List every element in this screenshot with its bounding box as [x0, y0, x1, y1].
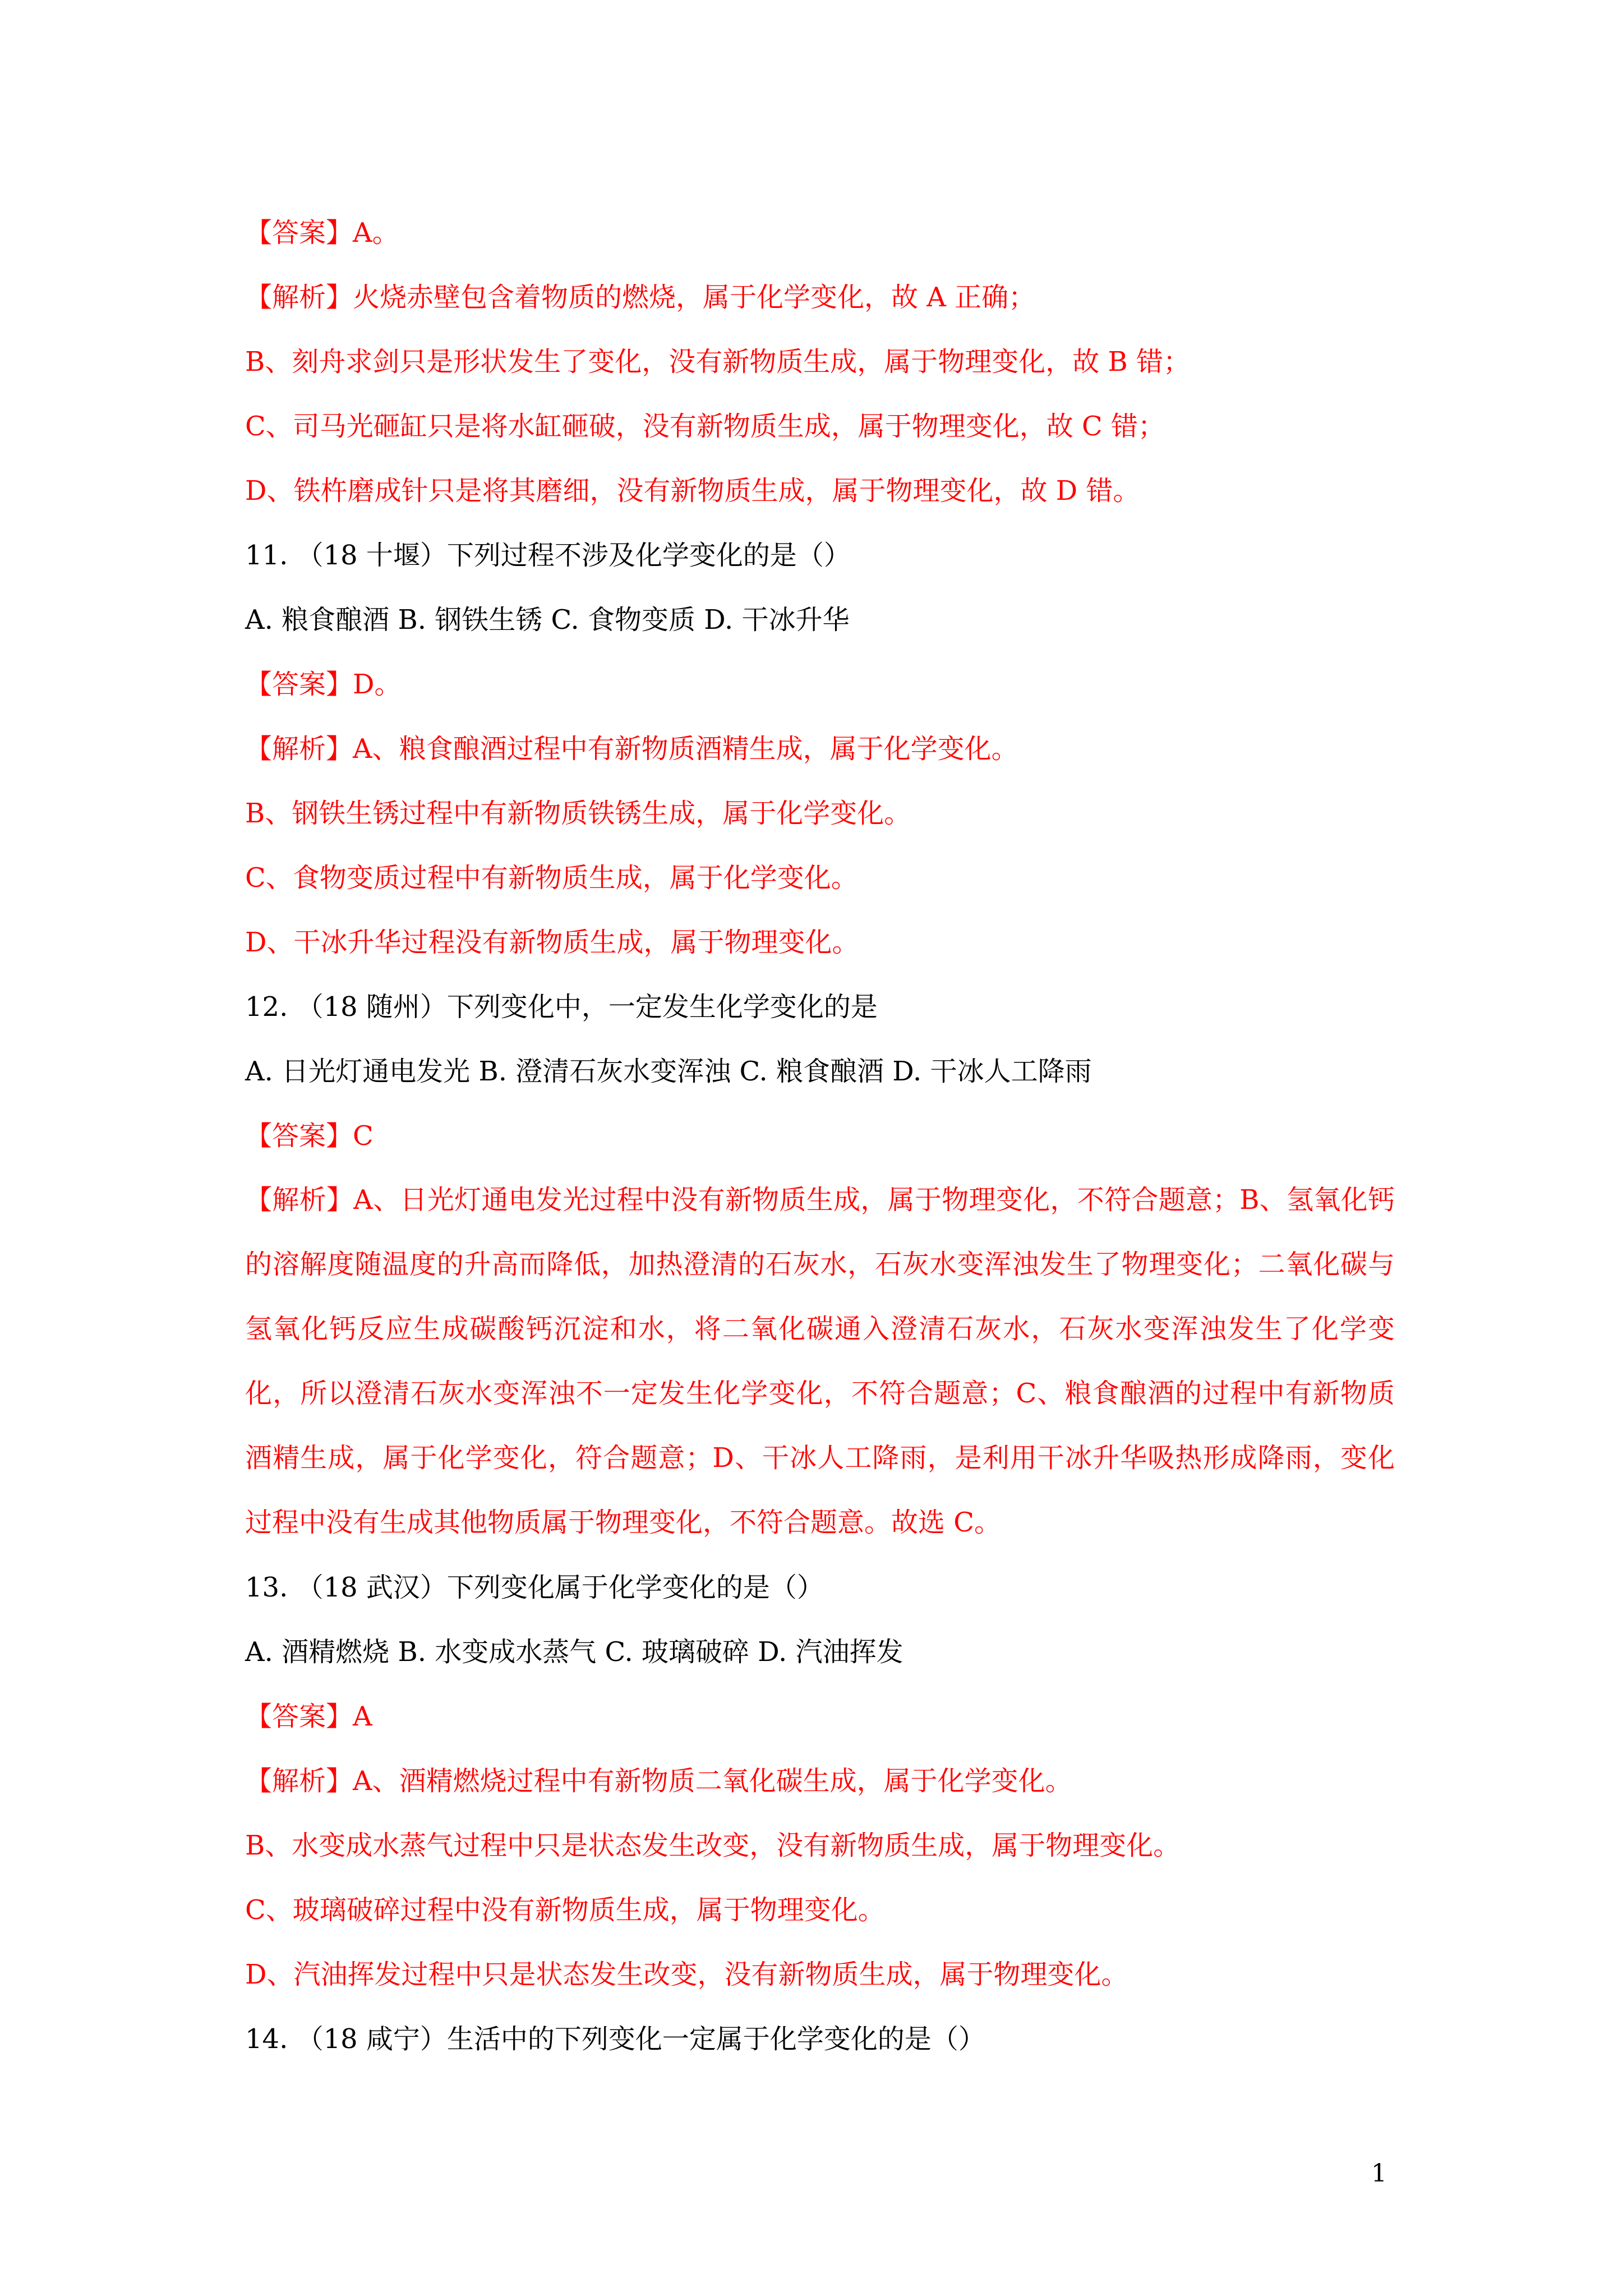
explanation-line: 【解析】A、粮食酿酒过程中有新物质酒精生成，属于化学变化。: [245, 733, 1018, 765]
question-line: 12. （18 随州）下列变化中，一定发生化学变化的是: [245, 991, 878, 1023]
explanation-line: 【解析】A、酒精燃烧过程中有新物质二氧化碳生成，属于化学变化。: [245, 1765, 1072, 1797]
explanation-line: D、汽油挥发过程中只是状态发生改变，没有新物质生成，属于物理变化。: [245, 1959, 1128, 1990]
explanation-line: 【解析】火烧赤壁包含着物质的燃烧，属于化学变化，故 A 正确；: [245, 282, 1036, 313]
answer-line: 【答案】D。: [245, 669, 402, 700]
page-number: 1: [1371, 2159, 1387, 2188]
question-line: 13. （18 武汉）下列变化属于化学变化的是（）: [245, 1572, 824, 1603]
explanation-line: B、刻舟求剑只是形状发生了变化，没有新物质生成，属于物理变化，故 B 错；: [245, 346, 1191, 378]
explanation-line: C、食物变质过程中有新物质生成，属于化学变化。: [245, 862, 858, 894]
explanation-line: C、司马光砸缸只是将水缸砸破，没有新物质生成，属于物理变化，故 C 错；: [245, 411, 1165, 442]
answer-line: 【答案】A。: [245, 217, 399, 249]
answer-line: 【答案】A: [245, 1701, 372, 1732]
answer-line: 【答案】C: [245, 1120, 374, 1152]
options-line: A. 日光灯通电发光 B. 澄清石灰水变浑浊 C. 粮食酿酒 D. 干冰人工降雨: [245, 1056, 1092, 1087]
explanation-line: B、钢铁生锈过程中有新物质铁锈生成，属于化学变化。: [245, 798, 911, 829]
explanation-line: D、干冰升华过程没有新物质生成，属于物理变化。: [245, 927, 859, 958]
options-line: A. 酒精燃烧 B. 水变成水蒸气 C. 玻璃破碎 D. 汽油挥发: [245, 1636, 903, 1668]
options-line: A. 粮食酿酒 B. 钢铁生锈 C. 食物变质 D. 干冰升华: [245, 604, 850, 636]
explanation-paragraph: 【解析】A、日光灯通电发光过程中没有新物质生成，属于物理变化，不符合题意；B、氢氧化钙的溶解度随温度的升高而降低，加热澄清的石灰水，石灰水变浑浊发生了物理变化；二氧化碳与氢氧化钙反应生成碳酸钙沉淀和水，将二氧化碳通入澄清石灰水，石灰水变浑浊发生了化学变化，所以澄清石灰水变浑浊不一定发生化学变化，不符合题意；C、粮食酿酒的过程中有新物质酒精生成，属于化学变化，符合题意；D、干冰人工降雨，是利用干冰升华吸热形成降雨，变化过程中没有生成其他物质属于物理变化，不符合题意。故选 C。: [245, 1184, 1395, 1538]
explanation-line: D、铁杵磨成针只是将其磨细，没有新物质生成，属于物理变化，故 D 错。: [245, 475, 1140, 507]
question-line: 11. （18 十堰）下列过程不涉及化学变化的是（）: [245, 540, 851, 571]
explanation-line: C、玻璃破碎过程中没有新物质生成，属于物理变化。: [245, 1894, 885, 1926]
explanation-line: B、水变成水蒸气过程中只是状态发生改变，没有新物质生成，属于物理变化。: [245, 1830, 1181, 1861]
question-line: 14. （18 咸宁）生活中的下列变化一定属于化学变化的是（）: [245, 2023, 985, 2055]
